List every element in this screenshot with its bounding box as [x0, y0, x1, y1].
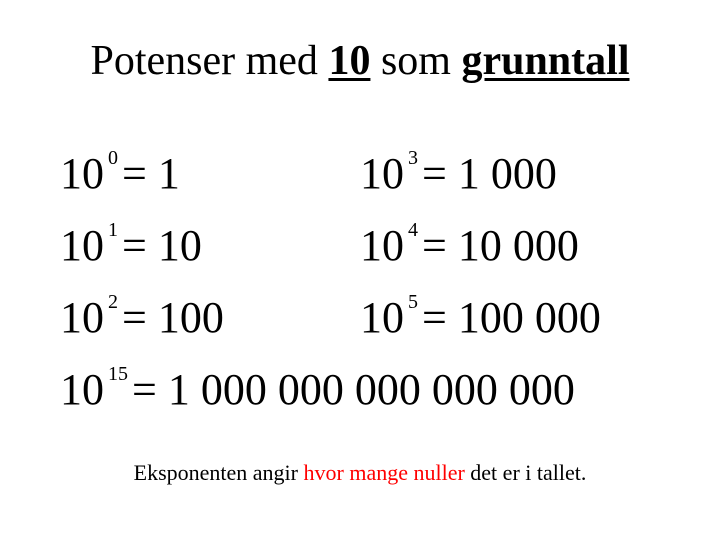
equation-exponent: 15 [108, 363, 128, 385]
equation-result: = 100 [122, 293, 224, 342]
equation-exponent: 5 [408, 291, 418, 313]
equation-result: = 1 000 000 000 000 000 [132, 365, 575, 414]
equation-result: = 1 000 [422, 149, 557, 198]
slide-title [0, 40, 720, 82]
caption-text-part-3: det er i tallet. [464, 460, 587, 485]
equation-base: 10 [60, 221, 104, 270]
equation-exponent: 3 [408, 147, 418, 169]
equation-10-pow-0 [60, 147, 180, 198]
slide-caption [0, 462, 720, 484]
title-grunntall: grunntall [461, 38, 630, 84]
equation-10-pow-2 [60, 291, 224, 342]
title-text-part-1: Potenser med [90, 38, 329, 84]
equation-10-pow-15 [60, 363, 575, 414]
equation-10-pow-5 [360, 291, 601, 342]
equation-base: 10 [360, 149, 404, 198]
equation-base: 10 [360, 293, 404, 342]
equation-base: 10 [60, 293, 104, 342]
equation-10-pow-1 [60, 219, 202, 270]
equation-10-pow-4 [360, 219, 579, 270]
equation-result: = 10 000 [422, 221, 579, 270]
equation-exponent: 2 [108, 291, 118, 313]
equation-result: = 1 [122, 149, 180, 198]
title-base-ten: 10 [328, 38, 371, 84]
caption-highlight: hvor mange nuller [303, 460, 465, 485]
equation-base: 10 [60, 365, 104, 414]
equation-base: 10 [360, 221, 404, 270]
equation-10-pow-3 [360, 147, 557, 198]
equation-exponent: 0 [108, 147, 118, 169]
title-text-part-3: som [370, 38, 462, 84]
equation-result: = 100 000 [422, 293, 601, 342]
equation-result: = 10 [122, 221, 202, 270]
equation-exponent: 1 [108, 219, 118, 241]
equation-exponent: 4 [408, 219, 418, 241]
caption-text-part-1: Eksponenten angir [133, 460, 304, 485]
equation-base: 10 [60, 149, 104, 198]
